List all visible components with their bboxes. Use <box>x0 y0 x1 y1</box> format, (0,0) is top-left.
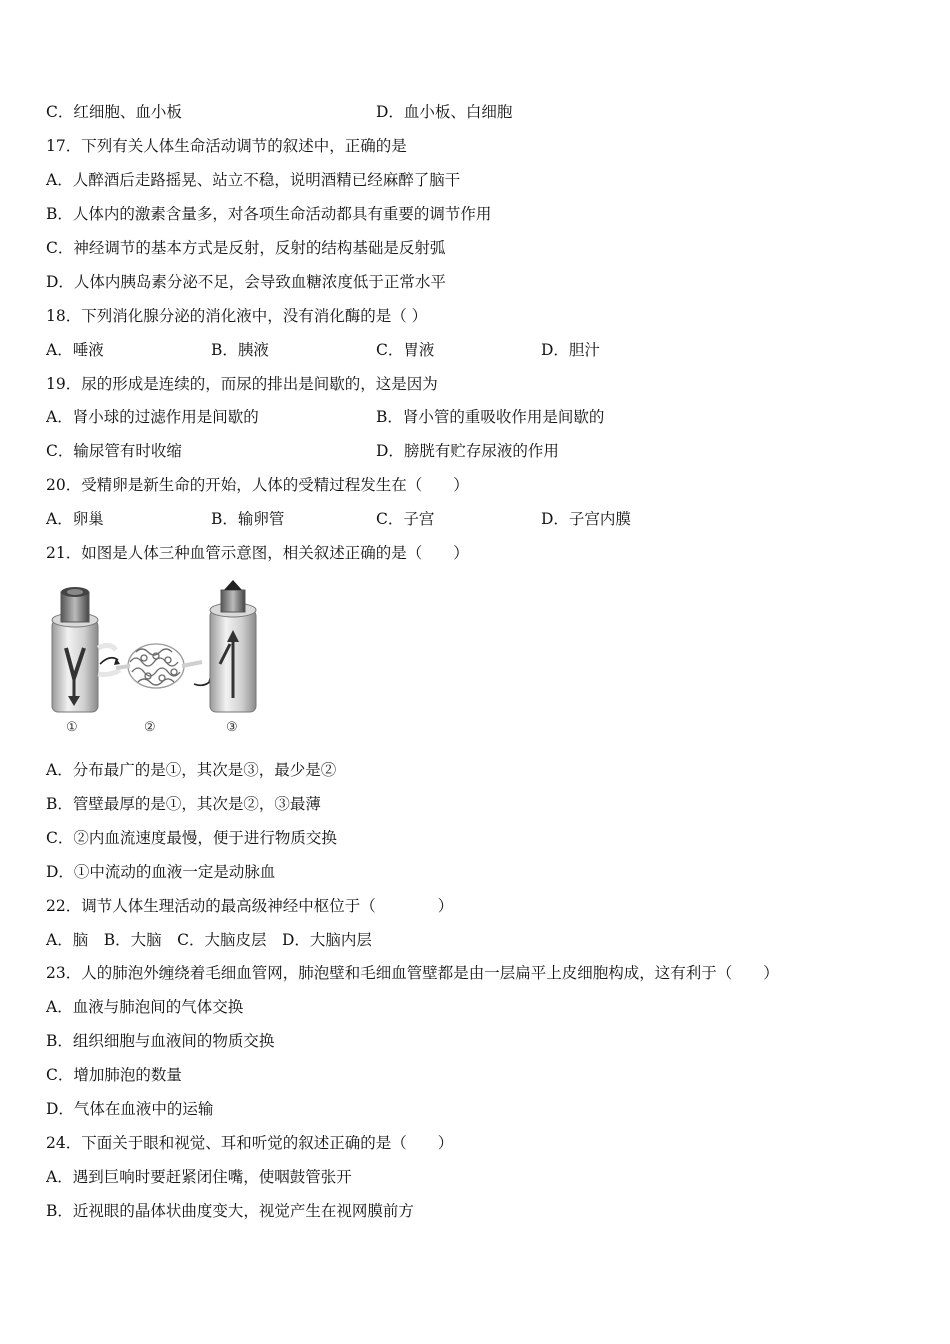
q20-option-d: D．子宫内膜 <box>541 510 631 528</box>
q19-option-c: C．输尿管有时收缩 <box>46 442 182 460</box>
q21-option-d: D．①中流动的血液一定是动脉血 <box>46 863 276 881</box>
q23-option-d: D．气体在血液中的运输 <box>46 1100 214 1118</box>
q21-option-c: C．②内血流速度最慢，便于进行物质交换 <box>46 829 337 847</box>
q24-stem: 24．下面关于眼和视觉、耳和听觉的叙述正确的是（ ） <box>46 1134 454 1152</box>
q23-option-b: B．组织细胞与血液间的物质交换 <box>46 1032 275 1050</box>
q21-stem: 21．如图是人体三种血管示意图，相关叙述正确的是（ ） <box>46 544 469 562</box>
q19-option-a: A．肾小球的过滤作用是间歇的 <box>46 408 259 426</box>
q21-option-b: B．管壁最厚的是①，其次是②，③最薄 <box>46 795 321 813</box>
q21-option-a: A．分布最广的是①，其次是③，最少是② <box>46 761 337 779</box>
q16-option-d: D．血小板、白细胞 <box>376 103 513 121</box>
q18-option-b: B．胰液 <box>211 341 269 359</box>
capillary-network <box>100 644 214 688</box>
vein-vessel <box>210 580 256 712</box>
artery-vessel <box>52 587 120 712</box>
q18-option-c: C．胃液 <box>376 341 435 359</box>
q18-option-a: A．唾液 <box>46 341 104 359</box>
q19-stem: 19．尿的形成是连续的，而尿的排出是间歇的，这是因为 <box>46 375 438 393</box>
q20-option-a: A．卵巢 <box>46 510 104 528</box>
q19-option-d: D．膀胱有贮存尿液的作用 <box>376 442 559 460</box>
q20-option-c: C．子宫 <box>376 510 435 528</box>
q18-option-d: D．胆汁 <box>541 341 600 359</box>
q23-stem: 23．人的肺泡外缠绕着毛细血管网，肺泡壁和毛细血管壁都是由一层扁平上皮细胞构成，这有利于（ ） <box>46 964 779 982</box>
q17-option-b: B．人体内的激素含量多，对各项生命活动都具有重要的调节作用 <box>46 205 492 223</box>
q17-stem: 17．下列有关人体生命活动调节的叙述中，正确的是 <box>46 137 407 155</box>
q17-option-a: A．人醉酒后走路摇晃、站立不稳，说明酒精已经麻醉了脑干 <box>46 171 461 189</box>
q17-option-c: C．神经调节的基本方式是反射，反射的结构基础是反射弧 <box>46 239 446 257</box>
q19-option-b: B．肾小管的重吸收作用是间歇的 <box>376 408 605 426</box>
figure-label-3: ③ <box>226 720 238 735</box>
q22-stem: 22．调节人体生理活动的最高级神经中枢位于（ ） <box>46 897 454 915</box>
q20-option-b: B．输卵管 <box>211 510 285 528</box>
q20-stem: 20．受精卵是新生命的开始，人体的受精过程发生在（ ） <box>46 476 469 494</box>
q22-options: A．脑 B．大脑 C．大脑皮层 D．大脑内层 <box>46 931 372 949</box>
figure-label-1: ① <box>66 720 78 735</box>
q23-option-a: A．血液与肺泡间的气体交换 <box>46 998 244 1016</box>
q24-option-a: A．遇到巨响时要赶紧闭住嘴，使咽鼓管张开 <box>46 1168 352 1186</box>
q23-option-c: C．增加肺泡的数量 <box>46 1066 182 1084</box>
q16-option-c: C．红细胞、血小板 <box>46 103 182 121</box>
blood-vessels-figure <box>44 578 274 738</box>
q18-stem: 18．下列消化腺分泌的消化液中，没有消化酶的是（ ） <box>46 307 428 325</box>
figure-label-2: ② <box>144 720 156 735</box>
q17-option-d: D．人体内胰岛素分泌不足，会导致血糖浓度低于正常水平 <box>46 273 446 291</box>
q24-option-b: B．近视眼的晶体状曲度变大，视觉产生在视网膜前方 <box>46 1202 414 1220</box>
